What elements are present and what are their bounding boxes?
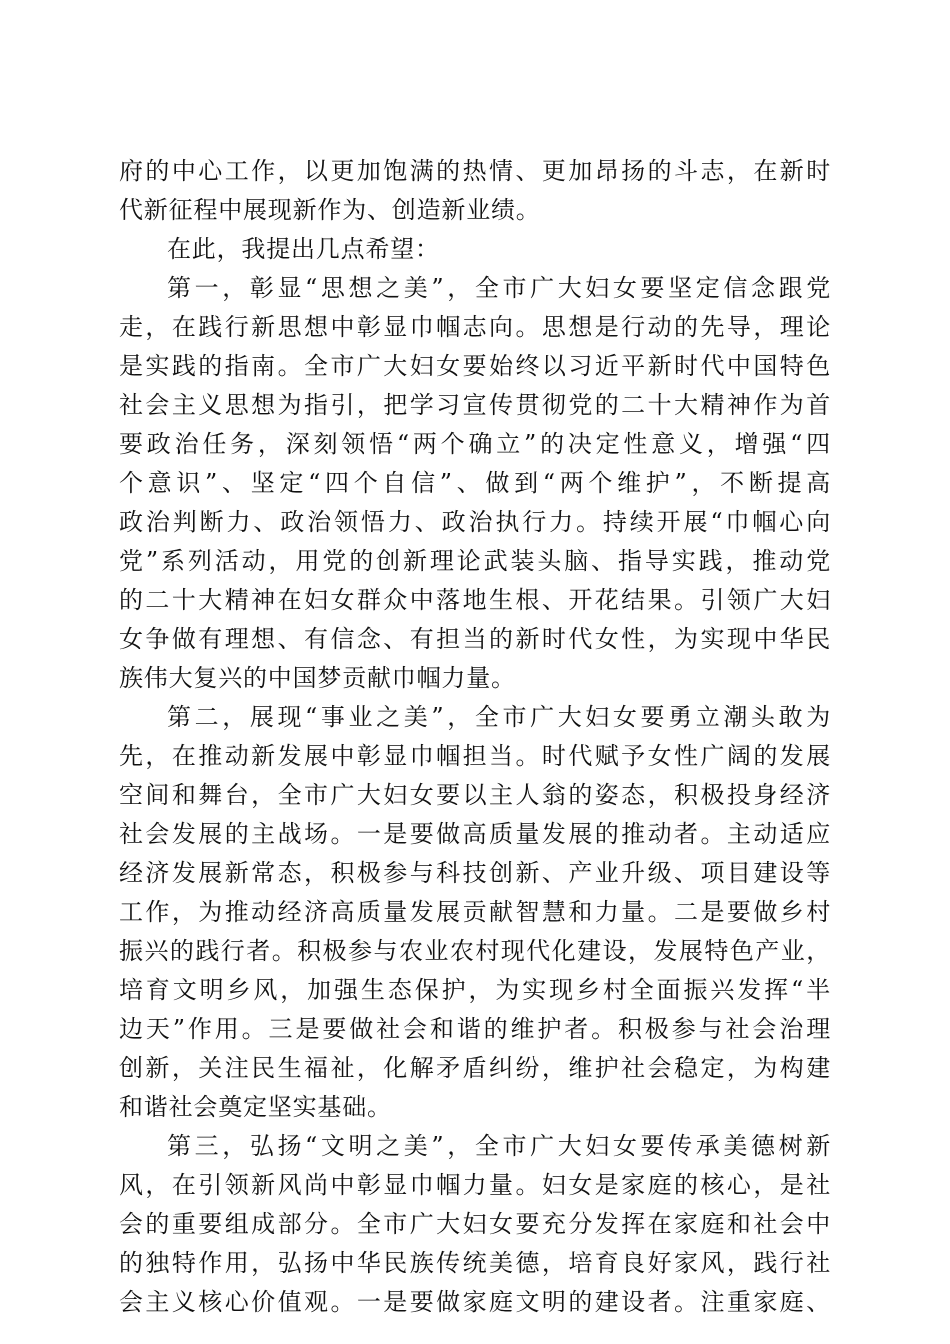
text-line: 社会主义思想为指引，把学习宣传贯彻党的二十大精神作为首: [119, 391, 831, 419]
text-line: 走，在践行新思想中彰显巾帼志向。思想是行动的先导，理论: [119, 313, 831, 341]
text-line: 经济发展新常态，积极参与科技创新、产业升级、项目建设等: [119, 859, 831, 887]
text-line: 空间和舞台，全市广大妇女要以主人翁的姿态，积极投身经济: [119, 781, 831, 809]
text-line: 第一，彰显“思想之美”，全市广大妇女要坚定信念跟党: [167, 274, 831, 302]
text-line: 政治判断力、政治领悟力、政治执行力。持续开展“巾帼心向: [119, 508, 831, 536]
text-line: 代新征程中展现新作为、创造新业绩。: [119, 196, 541, 224]
text-line: 社会发展的主战场。一是要做高质量发展的推动者。主动适应: [119, 820, 831, 848]
text-line: 会主义核心价值观。一是要做家庭文明的建设者。注重家庭、: [119, 1288, 831, 1316]
text-line: 在此，我提出几点希望：: [167, 235, 440, 263]
text-line: 培育文明乡风，加强生态保护，为实现乡村全面振兴发挥“半: [119, 976, 831, 1004]
text-line: 风，在引领新风尚中彰显巾帼力量。妇女是家庭的核心，是社: [119, 1171, 831, 1199]
text-line: 党”系列活动，用党的创新理论武装头脑、指导实践，推动党: [119, 547, 831, 575]
text-line: 要政治任务，深刻领悟“两个确立”的决定性意义，增强“四: [119, 430, 831, 458]
text-line: 先，在推动新发展中彰显巾帼担当。时代赋予女性广阔的发展: [119, 742, 831, 770]
text-line: 第二，展现“事业之美”，全市广大妇女要勇立潮头敢为: [167, 703, 831, 731]
text-line: 是实践的指南。全市广大妇女要始终以习近平新时代中国特色: [119, 352, 831, 380]
text-line: 的二十大精神在妇女群众中落地生根、开花结果。引领广大妇: [119, 586, 831, 614]
text-line: 创新，关注民生福祉，化解矛盾纠纷，维护社会稳定，为构建: [119, 1054, 831, 1082]
paragraph: [119, 230, 831, 269]
text-line: 第三，弘扬“文明之美”，全市广大妇女要传承美德树新: [167, 1132, 831, 1160]
text-line: 女争做有理想、有信念、有担当的新时代女性，为实现中华民: [119, 625, 831, 653]
paragraph: [119, 1127, 831, 1322]
text-line: 族伟大复兴的中国梦贡献巾帼力量。: [119, 664, 516, 692]
text-line: 和谐社会奠定坚实基础。: [119, 1093, 392, 1121]
text-line: 边天”作用。三是要做社会和谐的维护者。积极参与社会治理: [119, 1015, 831, 1043]
text-line: 工作，为推动经济高质量发展贡献智慧和力量。二是要做乡村: [119, 898, 831, 926]
text-line: 的独特作用，弘扬中华民族传统美德，培育良好家风，践行社: [119, 1249, 831, 1277]
text-line: 府的中心工作，以更加饱满的热情、更加昂扬的斗志，在新时: [119, 157, 831, 185]
text-line: 会的重要组成部分。全市广大妇女要充分发挥在家庭和社会中: [119, 1210, 831, 1238]
document-body: [119, 152, 831, 1322]
paragraph: [119, 698, 831, 1127]
text-line: 个意识”、坚定“四个自信”、做到“两个维护”，不断提高: [119, 469, 831, 497]
paragraph: [119, 152, 831, 230]
text-line: 振兴的践行者。积极参与农业农村现代化建设，发展特色产业，: [119, 937, 831, 965]
paragraph: [119, 269, 831, 698]
